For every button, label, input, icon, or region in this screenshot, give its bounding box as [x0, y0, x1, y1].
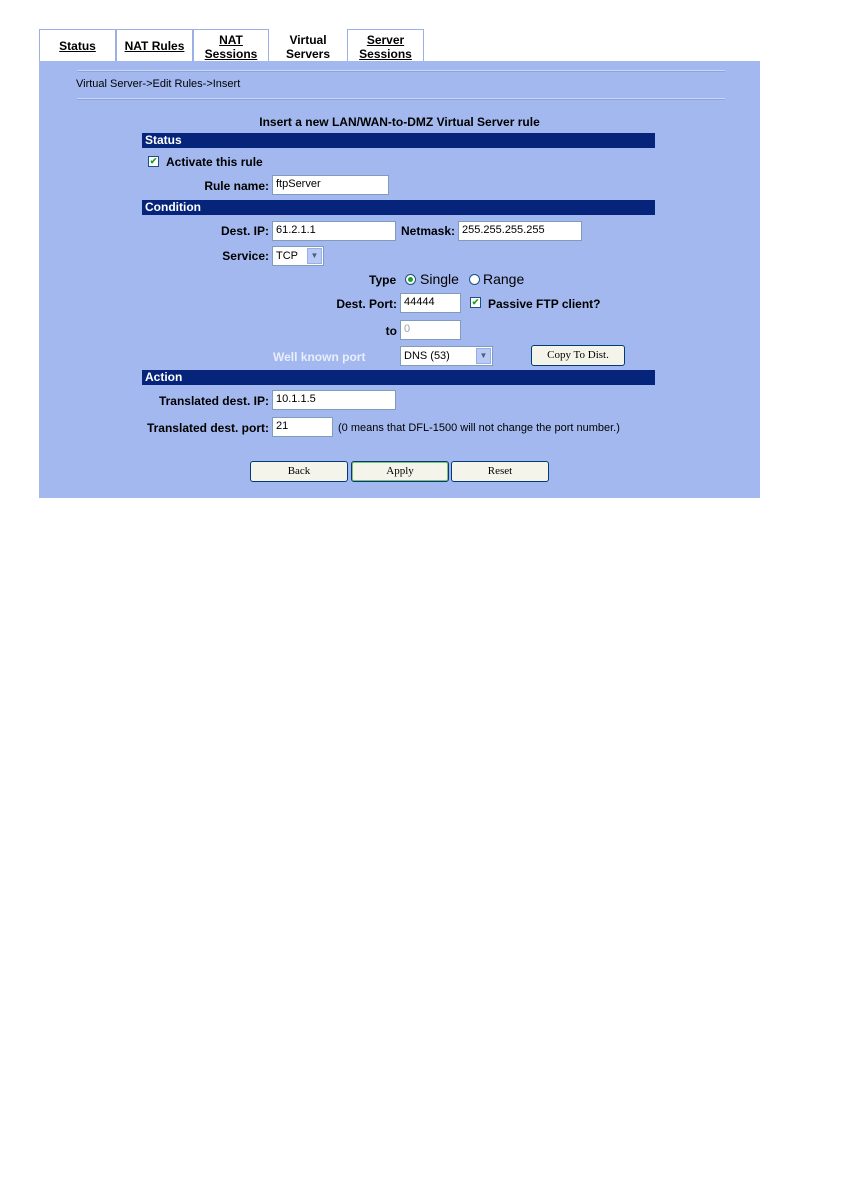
- chevron-down-icon: ▼: [307, 248, 322, 264]
- virtual-server-panel: [39, 61, 760, 498]
- tab-server-sessions-label-2: Sessions: [359, 47, 412, 61]
- tab-nat-sessions-label-1: NAT: [219, 33, 243, 47]
- tab-virtual-servers-label-2: Servers: [285, 47, 331, 61]
- dest-port-label: Dest. Port:: [336, 297, 397, 311]
- passive-ftp-label: Passive FTP client?: [488, 297, 601, 311]
- dest-port-input[interactable]: 44444: [400, 293, 461, 313]
- rule-name-label: Rule name:: [204, 179, 269, 193]
- tab-server-sessions[interactable]: [347, 29, 424, 61]
- dest-ip-input[interactable]: 61.2.1.1: [272, 221, 396, 241]
- tab-nat-rules-label: NAT Rules: [124, 39, 185, 53]
- netmask-input[interactable]: 255.255.255.255: [458, 221, 582, 241]
- apply-button[interactable]: Apply: [351, 461, 449, 482]
- well-known-port-select[interactable]: [400, 346, 493, 366]
- rule-name-input[interactable]: ftpServer: [272, 175, 389, 195]
- translated-ip-label: Translated dest. IP:: [158, 394, 269, 408]
- tab-server-sessions-label-1: Server: [366, 33, 405, 47]
- translated-port-label: Translated dest. port:: [146, 421, 269, 435]
- divider-bottom: [77, 98, 725, 100]
- tab-nat-sessions[interactable]: [193, 29, 269, 61]
- service-select-value: TCP: [276, 250, 298, 262]
- well-known-port-value: DNS (53): [404, 350, 450, 362]
- condition-section-header: Condition: [142, 200, 655, 215]
- form-title: Insert a new LAN/WAN-to-DMZ Virtual Server rule: [259, 115, 540, 129]
- tab-virtual-servers-label-1: Virtual: [289, 33, 327, 47]
- well-known-port-label: Well known port: [273, 350, 366, 364]
- copy-to-dist-button[interactable]: Copy To Dist.: [531, 345, 625, 366]
- netmask-label: Netmask:: [401, 224, 456, 238]
- to-label: to: [385, 324, 397, 338]
- type-single-radio[interactable]: [405, 274, 416, 285]
- type-single-label: Single: [420, 271, 459, 287]
- chevron-down-icon: ▼: [476, 348, 491, 364]
- reset-button[interactable]: Reset: [451, 461, 549, 482]
- type-range-radio[interactable]: [469, 274, 480, 285]
- activate-rule-label: Activate this rule: [166, 155, 263, 169]
- tab-nat-rules[interactable]: [116, 29, 193, 61]
- dest-ip-label: Dest. IP:: [220, 224, 269, 238]
- divider-top: [77, 70, 725, 72]
- service-select[interactable]: [272, 246, 324, 266]
- action-section-header: Action: [142, 370, 655, 385]
- type-range-label: Range: [483, 271, 525, 287]
- translated-port-input[interactable]: 21: [272, 417, 333, 437]
- tab-nat-sessions-label-2: Sessions: [204, 47, 258, 61]
- breadcrumb: Virtual Server->Edit Rules->Insert: [76, 78, 241, 90]
- status-section-header: Status: [142, 133, 655, 148]
- back-button[interactable]: Back: [250, 461, 348, 482]
- translated-port-note: (0 means that DFL-1500 will not change the port number.): [338, 422, 620, 434]
- service-label: Service:: [222, 249, 269, 263]
- tab-status[interactable]: [39, 29, 116, 61]
- to-port-input[interactable]: 0: [400, 320, 461, 340]
- tab-virtual-servers[interactable]: [269, 29, 347, 61]
- translated-ip-input[interactable]: 10.1.1.5: [272, 390, 396, 410]
- passive-ftp-checkbox[interactable]: ✔: [471, 297, 480, 307]
- activate-rule-checkbox[interactable]: ✔: [149, 156, 158, 166]
- tab-status-label: Status: [59, 39, 96, 53]
- type-label: Type: [369, 273, 397, 287]
